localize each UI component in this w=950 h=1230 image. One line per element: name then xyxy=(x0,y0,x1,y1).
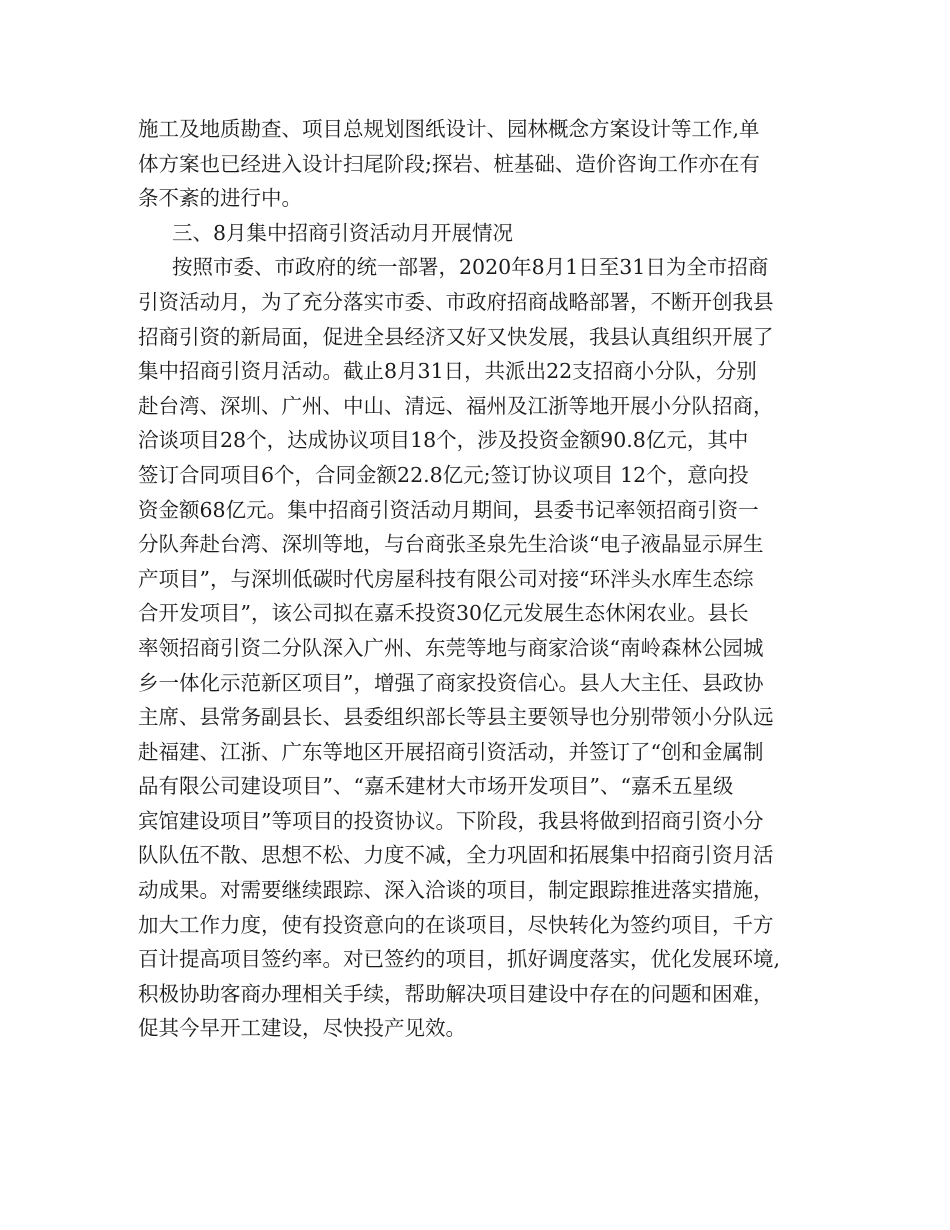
text-line: 签订合同项目6个，合同金额22.8亿元;签订协议项目 12个，意向投 xyxy=(138,462,749,487)
text-line: 乡一体化示范新区项目”，增强了商家投资信心。县人大主任、县政协 xyxy=(138,670,764,695)
text-line: 条不紊的进行中。 xyxy=(138,186,302,211)
text-line: 三、8月集中招商引资活动月开展情况 xyxy=(172,220,514,245)
text-line: 按照市委、市政府的统一部署，2020年8月1日至31日为全市招商 xyxy=(172,255,769,280)
text-line: 队队伍不散、思想不松、力度不减，全力巩固和拓展集中招商引资月活 xyxy=(138,843,774,868)
text-line: 资金额68亿元。集中招商引资活动月期间，县委书记率领招商引资一 xyxy=(138,497,759,522)
text-line: 赴福建、江浙、广东等地区开展招商引资活动，并签订了“创和金属制 xyxy=(138,739,764,764)
text-line: 积极协助客商办理相关手续，帮助解决项目建设中存在的问题和困难， xyxy=(138,981,774,1006)
text-line: 赴台湾、深圳、广州、中山、清远、福州及江浙等地开展小分队招商， xyxy=(138,393,774,418)
text-line: 品有限公司建设项目”、“嘉禾建材大市场开发项目”、“嘉禾五星级 xyxy=(138,774,734,799)
text-line: 引资活动月，为了充分落实市委、市政府招商战略部署，不断开创我县 xyxy=(138,289,774,314)
text-line: 施工及地质勘查、项目总规划图纸设计、园林概念方案设计等工作,单 xyxy=(138,117,760,141)
text-line: 宾馆建设项目”等项目的投资协议。下阶段，我县将做到招商引资小分 xyxy=(138,808,764,833)
text-line: 体方案也已经进入设计扫尾阶段;探岩、桩基础、造价咨询工作亦在有 xyxy=(138,151,760,176)
text-line: 招商引资的新局面，促进全县经济又好又快发展，我县认真组织开展了 xyxy=(138,324,774,349)
text-line: 主席、县常务副县长、县委组织部长等县主要领导也分别带领小分队远 xyxy=(138,705,774,730)
text-line: 促其今早开工建设，尽快投产见效。 xyxy=(138,1016,466,1041)
text-line: 加大工作力度，使有投资意向的在谈项目，尽快转化为签约项目，千方 xyxy=(138,912,774,937)
text-line: 合开发项目”，该公司拟在嘉禾投资30亿元发展生态休闲农业。县长 xyxy=(138,601,749,626)
text-line: 洽谈项目28个，达成协议项目18个，涉及投资金额90.8亿元，其中 xyxy=(138,428,749,453)
text-line: 百计提高项目签约率。对已签约的项目，抓好调度落实，优化发展环境, xyxy=(138,947,781,972)
document-body xyxy=(138,112,828,1046)
text-line: 动成果。对需要继续跟踪、深入洽谈的项目，制定跟踪推进落实措施， xyxy=(138,878,774,903)
text-line: 率领招商引资二分队深入广州、东莞等地与商家洽谈“南岭森林公园城 xyxy=(138,635,764,660)
text-line: 产项目”，与深圳低碳时代房屋科技有限公司对接“环泮头水库生态综 xyxy=(138,566,754,591)
text-line: 集中招商引资月活动。截止8月31日，共派出22支招商小分队，分别 xyxy=(138,359,757,384)
text-line: 分队奔赴台湾、深圳等地，与台商张圣泉先生洽谈“电子液晶显示屏生 xyxy=(138,532,764,557)
